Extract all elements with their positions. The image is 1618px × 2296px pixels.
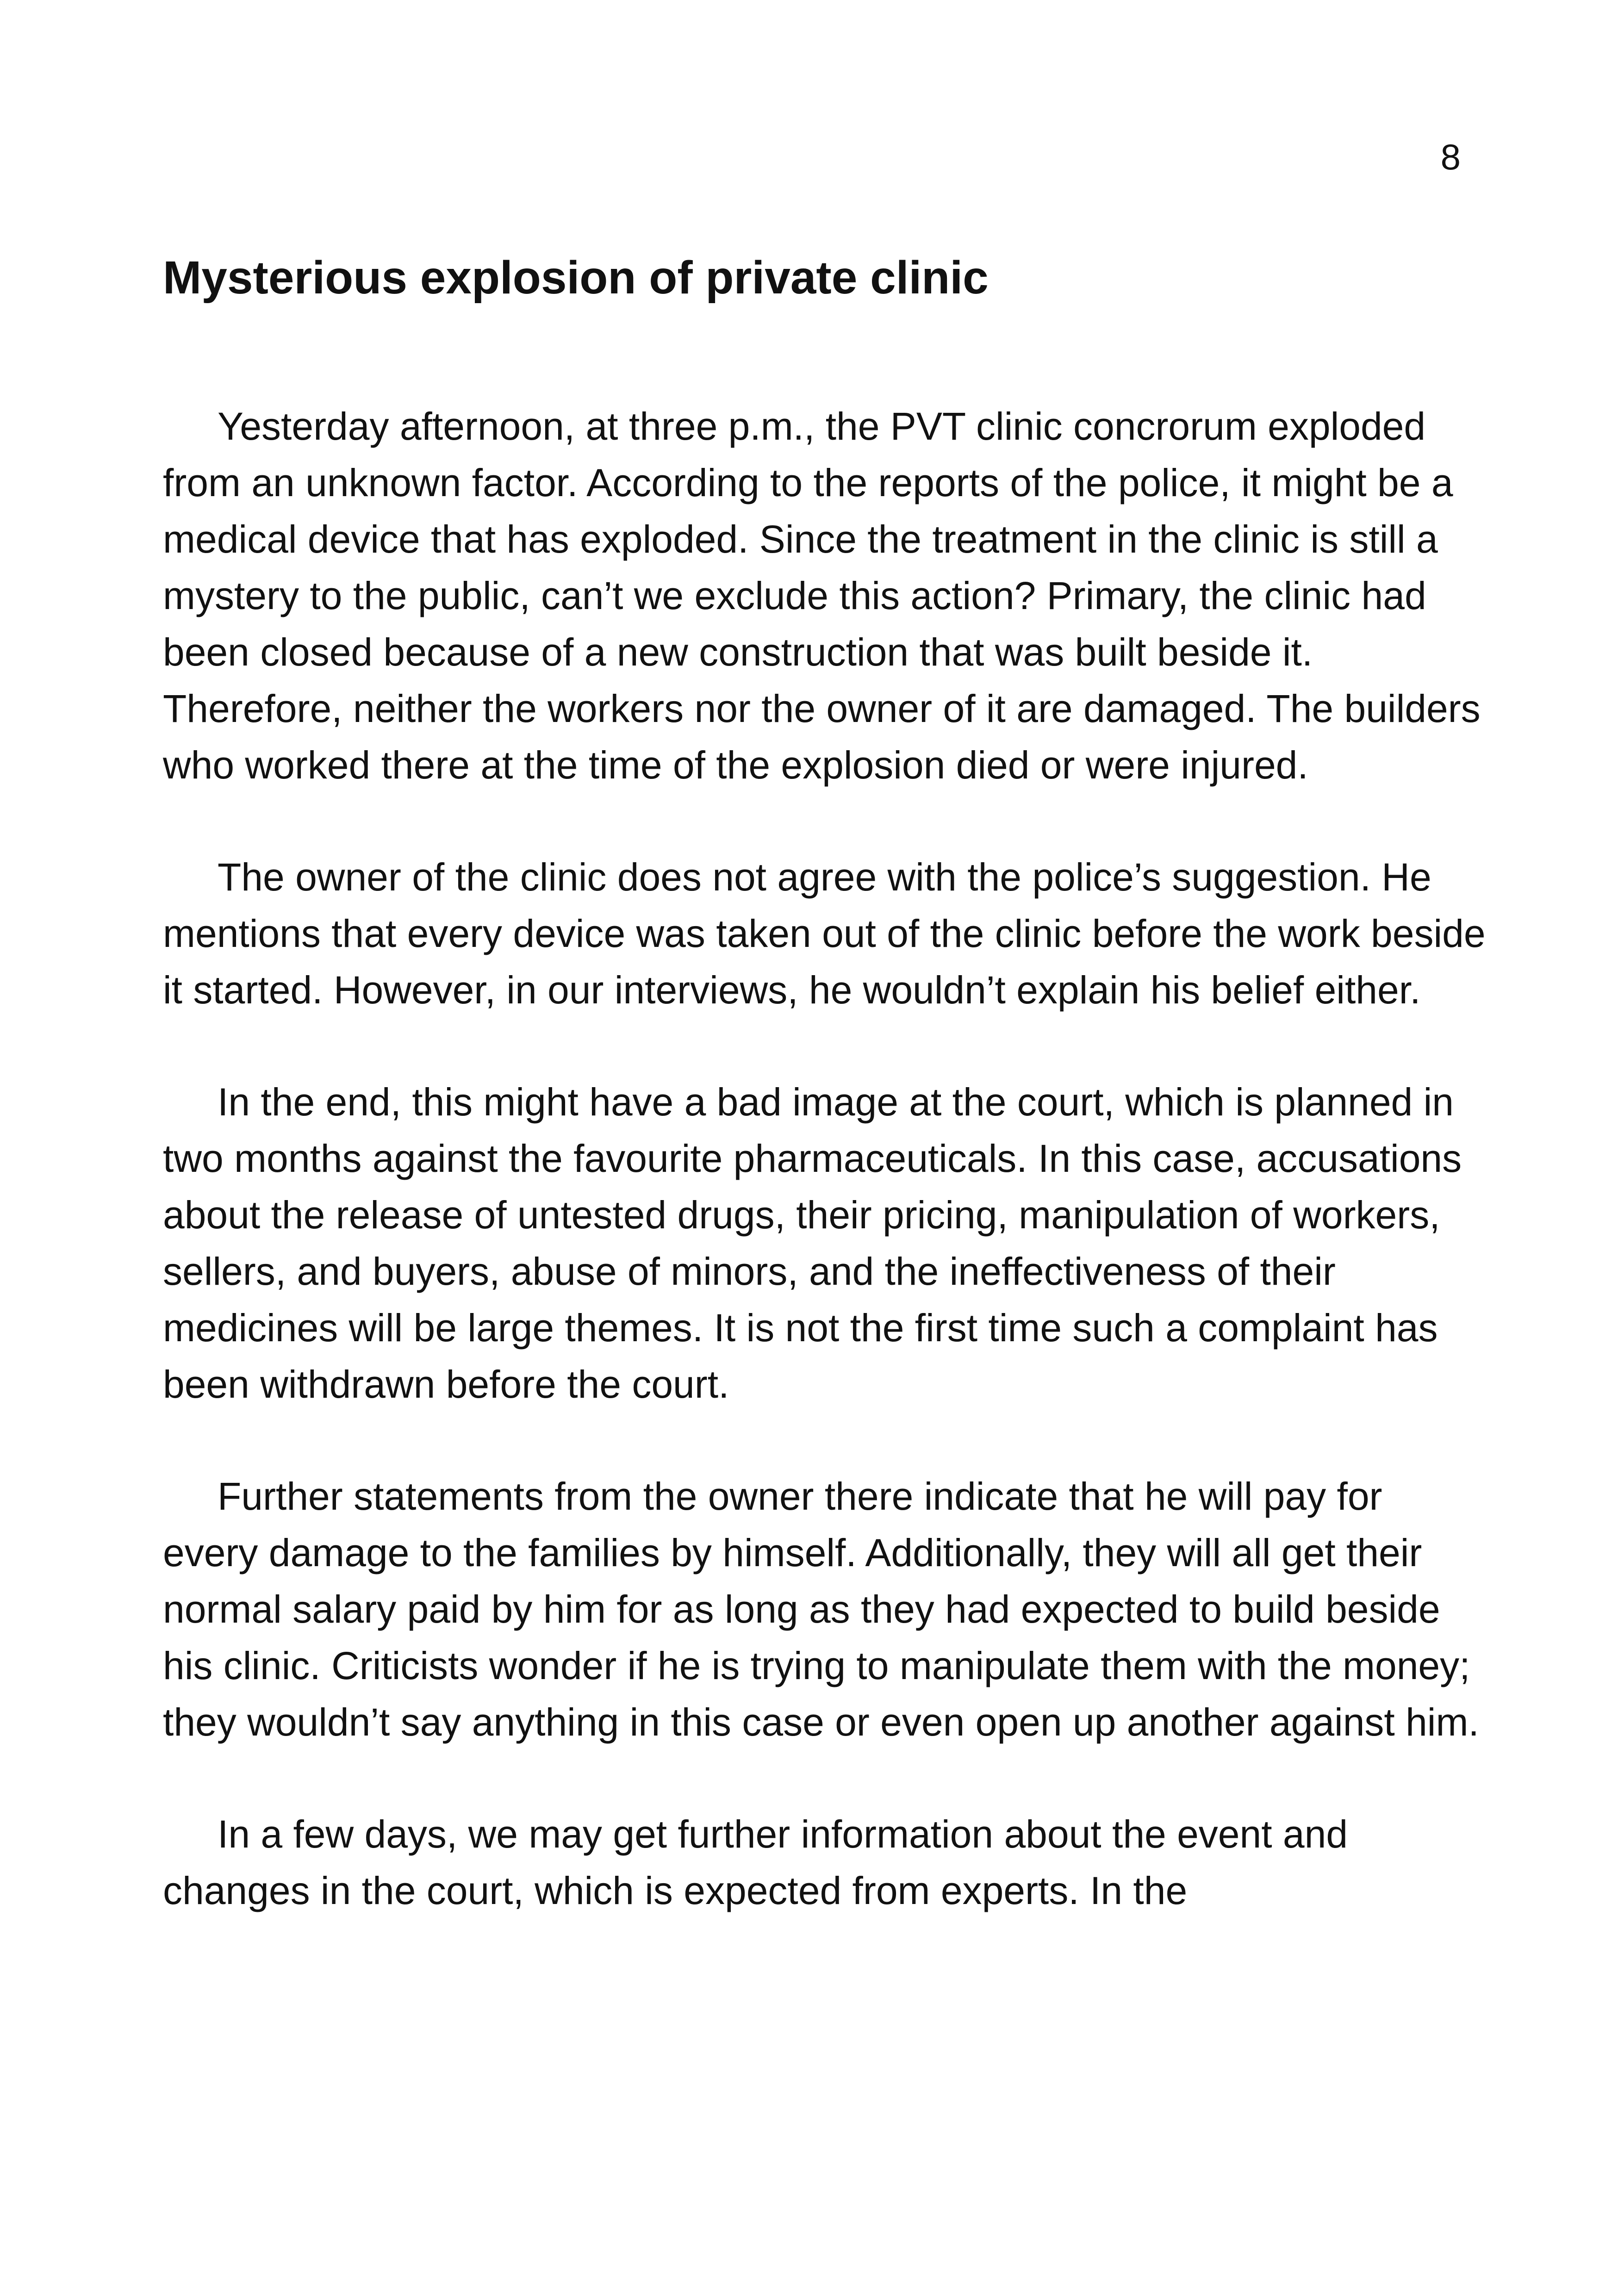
article-title: Mysterious explosion of private clinic <box>163 252 989 304</box>
paragraph-4: Further statements from the owner there indicate that he will pay for every damage to the families by himself. Additionally, they will all get their normal salary paid by him for as long as they had expected to build beside his clinic. Criticists wonder if he is trying to manipulate them with the money; they wouldn’t say anything in this case or even open up another against him. <box>163 1475 1479 1744</box>
paragraph-2: The owner of the clinic does not agree with the police’s suggestion. He mentions that every device was taken out of the clinic before the work beside it started. However, in our interviews, he wouldn’t explain his belief either. <box>163 855 1486 1012</box>
paragraph-3: In the end, this might have a bad image at the court, which is planned in two months against the favourite pharmaceuticals. In this case, accusations about the release of untested drugs, their pricing, manipulation of workers, sellers, and buyers, abuse of minors, and the ineffectiveness of their medicines will be large themes. It is not the first time such a complaint has been withdrawn before the court. <box>163 1080 1462 1406</box>
paragraph-5: In a few days, we may get further information about the event and changes in the court, which is expected from experts. In the <box>163 1812 1348 1912</box>
page-number: 8 <box>1440 137 1461 177</box>
paragraph-1: Yesterday afternoon, at three p.m., the PVT clinic concrorum exploded from an unknown factor. According to the reports of the police, it might be a medical device that has exploded. Since the treatment in the clinic is still a mystery to the public, can’t we exclude this action? Primary, the clinic had been closed because of a new construction that was built beside it. Therefore, neither the workers nor the owner of it are damaged. The builders who worked there at the time of the explosion died or were injured. <box>163 404 1481 787</box>
article-body <box>163 398 1487 1919</box>
